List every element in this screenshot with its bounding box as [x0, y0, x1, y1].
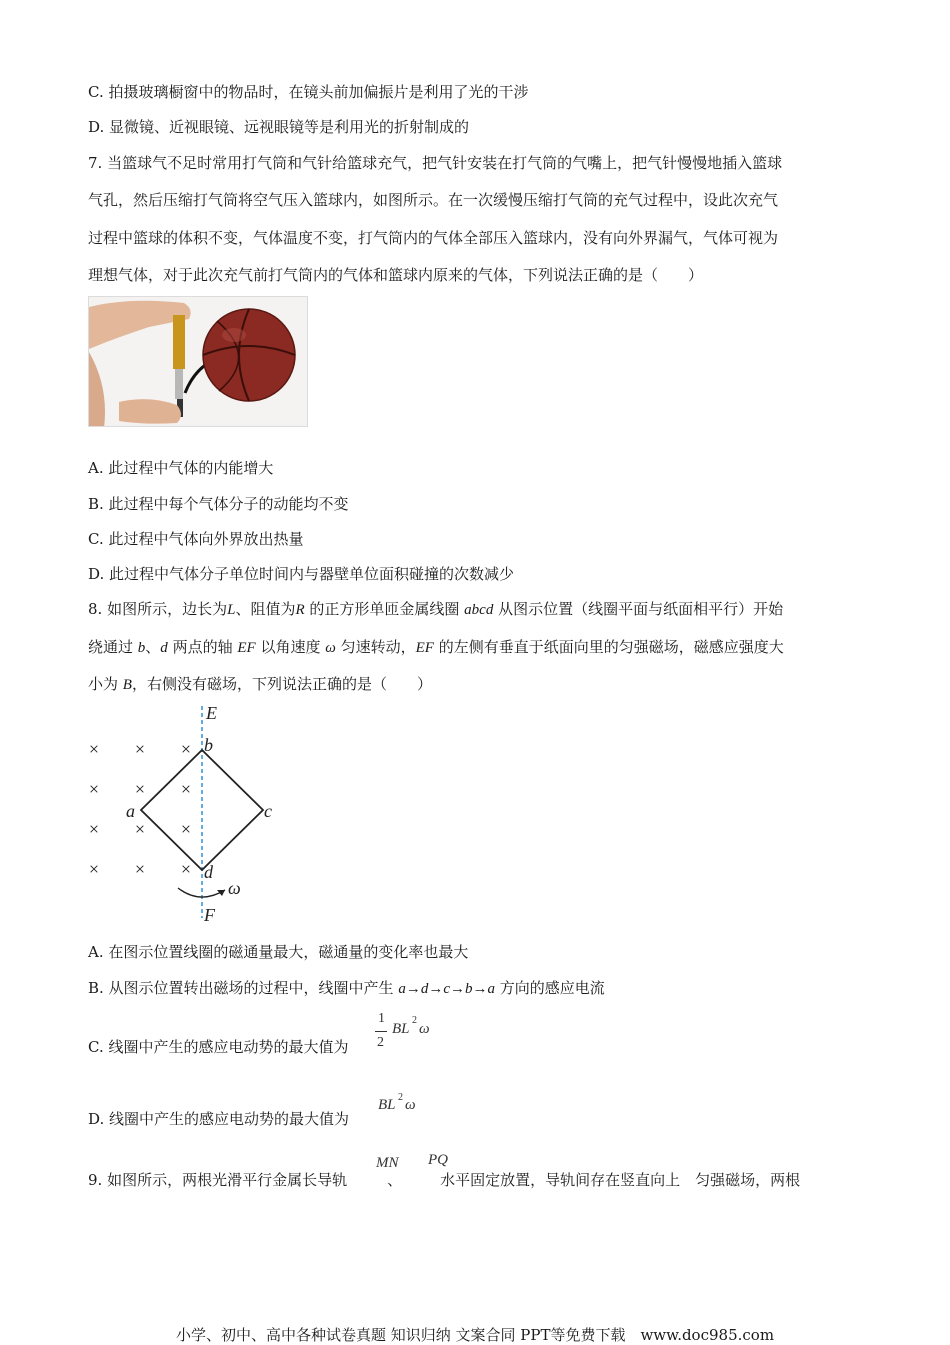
field-cross: ×	[134, 779, 146, 799]
fraction-bar	[375, 1031, 387, 1032]
label-omega: ω	[228, 878, 241, 898]
formula-d-exponent: 2	[398, 1092, 403, 1103]
square-coil	[141, 750, 263, 870]
formula-c-omega: ω	[419, 1021, 430, 1037]
label-e: E	[206, 703, 217, 723]
formula-c-bl: BL	[392, 1021, 410, 1037]
field-cross: ×	[88, 859, 100, 879]
question-7-line-2: 气孔，然后压缩打气筒将空气压入篮球内，如图所示。在一次缓慢压缩打气筒的充气过程中，设此次充气	[88, 191, 779, 209]
field-cross: ×	[180, 739, 192, 759]
fraction-denominator: 2	[377, 1035, 384, 1050]
question-7-line-1: 7. 当篮球气不足时常用打气筒和气针给篮球充气，把气针安装在打气筒的气嘴上，把气针慢慢地插入篮球	[88, 154, 783, 172]
formula-mn: MN	[376, 1155, 399, 1171]
field-cross: ×	[180, 819, 192, 839]
field-cross: ×	[134, 819, 146, 839]
question-8-option-b: B. 从图示位置转出磁场的过程中，线圈中产生 a→d→c→b→a 方向的感应电流	[88, 979, 605, 997]
question-8-line-3: 小为 B，右侧没有磁场，下列说法正确的是（ ）	[88, 675, 432, 693]
question-8-line-1: 8. 如图所示，边长为L、阻值为R 的正方形单匝金属线圈 abcd 从图示位置（线圈平面与纸面相平行）开始	[88, 600, 784, 618]
rotating-coil-figure	[80, 700, 280, 930]
field-cross: ×	[88, 819, 100, 839]
question-8-option-d: D. 线圈中产生的感应电动势的最大值为	[88, 1110, 350, 1128]
formula-d-omega: ω	[405, 1097, 416, 1113]
field-cross: ×	[88, 739, 100, 759]
label-c: c	[264, 801, 272, 821]
question-7-option-a: A. 此过程中气体的内能增大	[88, 459, 274, 477]
label-d: d	[204, 862, 213, 882]
page-footer: 小学、初中、高中各种试卷真题 知识归纳 文案合同 PPT等免费下载 www.doc985.com	[175, 1326, 775, 1344]
question-7-option-d: D. 此过程中气体分子单位时间内与器壁单位面积碰撞的次数减少	[88, 565, 515, 583]
fraction-numerator: 1	[378, 1011, 385, 1026]
question-7-option-b: B. 此过程中每个气体分子的动能均不变	[88, 495, 349, 513]
question-7-line-4: 理想气体，对于此次充气前打气筒内的气体和篮球内原来的气体，下列说法正确的是（ ）	[88, 266, 704, 284]
option-6c: C. 拍摄玻璃橱窗中的物品时，在镜头前加偏振片是利用了光的干涉	[88, 83, 529, 101]
field-cross: ×	[88, 779, 100, 799]
basketball-pump-photo	[88, 296, 308, 427]
question-8-line-2: 绕通过 b、d 两点的轴 EF 以角速度 ω 匀速转动，EF 的左侧有垂直于纸面向里的匀强磁场，磁感应强度大	[88, 638, 784, 656]
question-9-line-1: 9. 如图所示，两根光滑平行金属长导轨 、 水平固定放置，导轨间存在竖直向上 匀强磁场，两根	[88, 1171, 801, 1189]
question-8-option-c: C. 线圈中产生的感应电动势的最大值为	[88, 1038, 349, 1056]
basketball-pump-illustration	[89, 297, 308, 427]
label-b: b	[204, 735, 213, 755]
option-6d: D. 显微镜、近视眼镜、远视眼镜等是利用光的折射制成的	[88, 118, 470, 136]
field-cross: ×	[134, 859, 146, 879]
formula-pq: PQ	[428, 1152, 448, 1168]
field-cross: ×	[180, 779, 192, 799]
label-a: a	[126, 801, 135, 821]
label-f: F	[204, 905, 215, 925]
formula-c-exponent: 2	[412, 1015, 417, 1026]
question-7-line-3: 过程中篮球的体积不变，气体温度不变，打气筒内的气体全部压入篮球内，没有向外界漏气，气体可视为	[88, 229, 779, 247]
question-7-option-c: C. 此过程中气体向外界放出热量	[88, 530, 304, 548]
field-cross: ×	[134, 739, 146, 759]
formula-d-bl: BL	[378, 1097, 396, 1113]
field-cross: ×	[180, 859, 192, 879]
question-8-option-a: A. 在图示位置线圈的磁通量最大，磁通量的变化率也最大	[88, 943, 469, 961]
